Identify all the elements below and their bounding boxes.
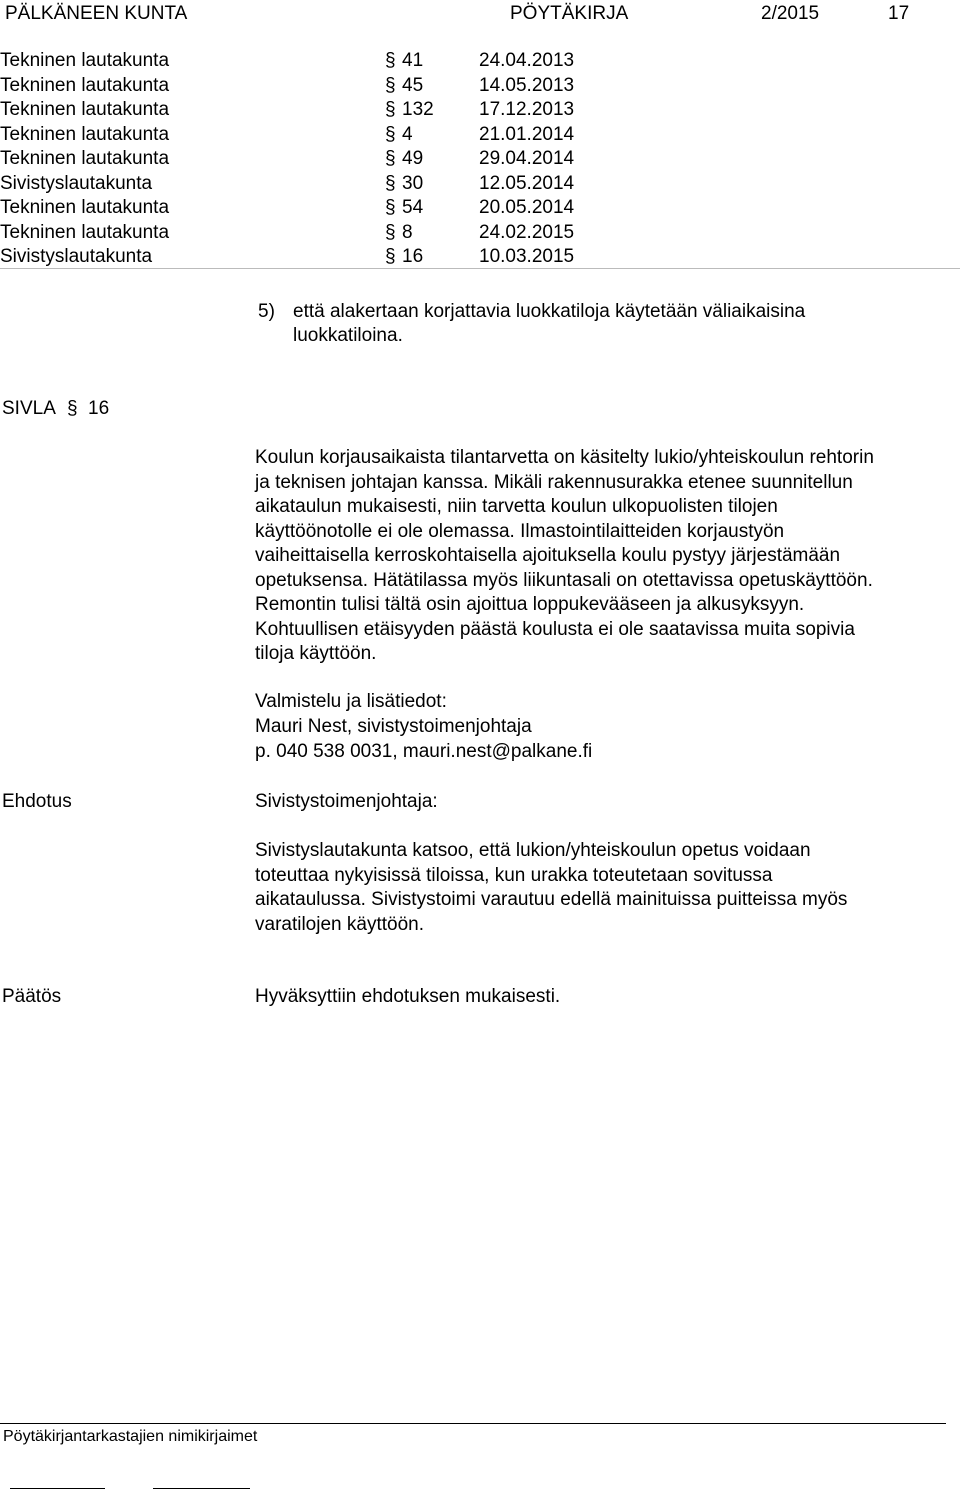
reference-row (0, 245, 960, 269)
body-line: Koulun korjausaikaista tilantarvetta on käsitelty lukio/yhteiskoulun rehtorin (255, 447, 874, 468)
section-sign: § (385, 50, 396, 71)
body-line: Remontin tulisi tältä osin ajoittua loppukevääseen ja alkusyksyyn. (255, 594, 805, 615)
sivla-number: 16 (88, 398, 110, 419)
reference-date: 24.02.2015 (479, 221, 575, 243)
body-line: käyttöönotolle ei ole olemassa. Ilmastointilaitteiden korjaustyön (255, 520, 785, 542)
body-line: aikataulun mukaisesti, niin tarvetta koulun ulkopuolisten tilojen (255, 496, 778, 517)
reference-divider (0, 268, 960, 269)
reference-row (0, 196, 960, 220)
proposal-line: Sivistyslautakunta katsoo, että lukion/yhteiskoulun opetus voidaan (255, 840, 811, 861)
reference-body: Tekninen lautakunta (0, 74, 170, 96)
section-sign: § (385, 197, 396, 218)
item-5-line-2: luokkatiloina. (293, 325, 403, 346)
signature-line-2 (153, 1488, 250, 1489)
reference-number: 8 (402, 221, 413, 243)
reference-date: 14.05.2013 (479, 74, 575, 96)
reference-number: 16 (402, 246, 424, 267)
item-5-marker: 5) (258, 301, 275, 322)
section-sign: § (385, 99, 396, 120)
signatures-label: Pöytäkirjantarkastajien nimikirjaimet (3, 1428, 258, 1445)
reference-number: 49 (402, 148, 424, 169)
reference-date: 29.04.2014 (479, 148, 575, 169)
sivla-label: SIVLA (2, 398, 56, 419)
decision-label: Päätös (2, 986, 62, 1007)
preparation-heading: Valmistelu ja lisätiedot: (255, 691, 447, 712)
proposal-line: toteuttaa nykyisissä tiloissa, kun urakka toteutetaan sovitussa (255, 864, 773, 886)
section-sign: § (385, 123, 396, 145)
reference-number: 41 (402, 50, 424, 71)
body-line: vaiheittaisella kerroskohtaisella ajoituksella koulu pystyy järjestämään (255, 545, 841, 566)
document-type: PÖYTÄKIRJA (510, 3, 629, 24)
proposal-line: aikataulussa. Sivistystoimi varautuu edellä mainituissa puitteissa myös (255, 889, 848, 910)
reference-body: Tekninen lautakunta (0, 123, 170, 145)
page-number: 17 (888, 3, 910, 24)
body-line: opetuksensa. Hätätilassa myös liikuntasali on otettavissa opetuskäyttöön. (255, 569, 873, 591)
reference-date: 24.04.2013 (479, 50, 575, 71)
reference-row (0, 98, 960, 122)
reference-body: Sivistyslautakunta (0, 246, 153, 267)
reference-body: Tekninen lautakunta (0, 50, 170, 71)
section-sign: § (385, 148, 396, 169)
reference-body: Tekninen lautakunta (0, 221, 170, 243)
footer-rule (0, 1423, 946, 1424)
reference-row (0, 49, 960, 73)
item-5-line-1: että alakertaan korjattavia luokkatiloja käytetään väliaikaisina (293, 301, 806, 322)
section-sign: § (385, 221, 396, 243)
proposal-label: Ehdotus (2, 791, 72, 812)
reference-date: 21.01.2014 (479, 123, 575, 145)
reference-number: 30 (402, 172, 424, 194)
reference-body: Sivistyslautakunta (0, 172, 153, 194)
reference-date: 20.05.2014 (479, 197, 575, 218)
reference-row (0, 74, 960, 98)
reference-row (0, 172, 960, 196)
reference-body: Tekninen lautakunta (0, 197, 170, 218)
section-sign: § (385, 172, 396, 194)
preparer-contact: p. 040 538 0031, mauri.nest@palkane.fi (255, 741, 593, 762)
reference-number: 54 (402, 197, 424, 218)
reference-body: Tekninen lautakunta (0, 99, 170, 120)
reference-row (0, 147, 960, 171)
proposer: Sivistystoimenjohtaja: (255, 791, 438, 812)
reference-date: 12.05.2014 (479, 172, 575, 194)
proposal-line: varatilojen käyttöön. (255, 913, 424, 935)
reference-number: 132 (402, 99, 434, 120)
reference-date: 10.03.2015 (479, 246, 575, 267)
body-line: tiloja käyttöön. (255, 643, 377, 664)
preparer-name: Mauri Nest, sivistystoimenjohtaja (255, 716, 532, 737)
reference-date: 17.12.2013 (479, 99, 575, 120)
section-sign: § (385, 246, 396, 267)
reference-body: Tekninen lautakunta (0, 148, 170, 169)
signature-line-1 (10, 1488, 105, 1489)
municipality-name: PÄLKÄNEEN KUNTA (5, 3, 188, 24)
reference-row (0, 221, 960, 245)
reference-row (0, 123, 960, 147)
reference-number: 45 (402, 74, 424, 96)
body-line: Kohtuullisen etäisyyden päästä koulusta ei ole saatavissa muita sopivia (255, 618, 855, 640)
decision-text: Hyväksyttiin ehdotuksen mukaisesti. (255, 986, 561, 1007)
body-line: ja teknisen johtajan kanssa. Mikäli rakennusurakka etenee suunnitellun (255, 471, 853, 493)
section-sign: § (385, 74, 396, 96)
reference-number: 4 (402, 123, 413, 145)
issue-number: 2/2015 (761, 3, 820, 24)
section-sign: § (67, 398, 78, 419)
